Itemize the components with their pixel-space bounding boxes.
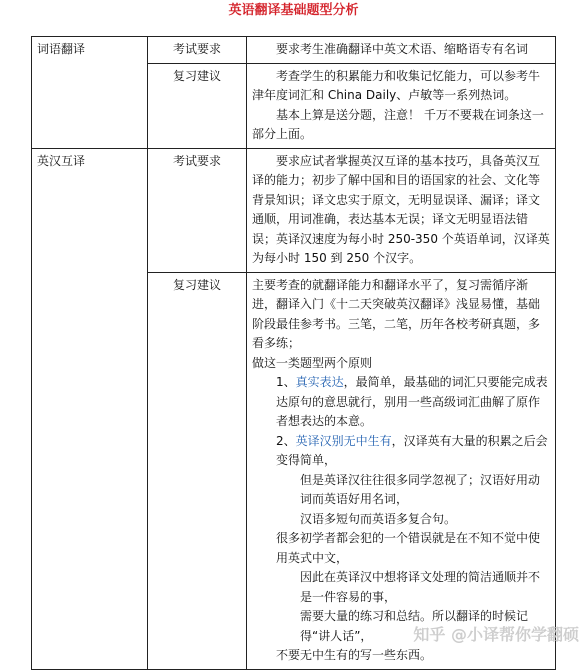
table-row — [32, 37, 556, 64]
principle-number: 2、 — [276, 433, 296, 448]
item-content — [247, 37, 556, 64]
item-content — [247, 148, 556, 272]
table-row — [32, 148, 556, 272]
content-line: 要求考生准确翻译中英文术语、缩略语专有名词 — [276, 42, 529, 56]
content-intro: 主要考查的就翻译能力和翻译水平了，复习需循序渐进，翻译入门《十二天突破英汉翻译》浅显易懂，基础阶段最佳参考书。三笔，二笔，历年各校考研真题，多看多练； — [252, 277, 541, 350]
content-line: 需要大量的练习和总结。所以翻译的时候记得“讲人话”， — [300, 609, 529, 643]
category-cell: 英汉互译 — [32, 148, 148, 669]
content-heading: 做这一类题型两个原则 — [252, 355, 373, 370]
category-cell: 词语翻译 — [32, 37, 148, 149]
principle-2 — [252, 432, 550, 471]
content-line: 不要无中生有的写一些东西。 — [276, 648, 433, 662]
analysis-table — [31, 36, 556, 670]
item-label: 复习建议 — [148, 63, 247, 148]
watermark-text: 知乎 @小译帮你学翻硕 — [413, 624, 579, 644]
item-content — [247, 63, 556, 148]
content-line: 考查学生的积累能力和收集记忆能力，可以参考牛津年度词汇和 China Daily、卢敏等一系列热词。 — [252, 68, 541, 102]
principle-text: ，汉译英有大量的积累之后会变得简单， — [276, 433, 548, 467]
principle-highlight: 英译汉别无中生有 — [295, 433, 392, 448]
document-title: 英语翻译基础题型分析 — [228, 3, 359, 18]
principle-1 — [252, 373, 550, 432]
item-label: 复习建议 — [148, 272, 247, 669]
item-label: 考试要求 — [148, 148, 247, 272]
content-line: 汉语多短句而英语多复合句。 — [300, 511, 457, 526]
content-line: 因此在英译汉中想将译文处理的简洁通顺并不是一件容易的事， — [300, 570, 541, 604]
content-line: 要求应试者掌握英汉互译的基本技巧，具备英汉互译的能力；初步了解中国和目的语国家的社会、文化等背景知识；译文忠实于原文，无明显误译、漏译；译文通顺，用词准确，表达基本无误；译文无明显语法错误；英译汉速度为每小时 250-350 个英语单词，汉译英为每小时 150 到 250 个汉字。 — [252, 153, 550, 265]
item-label: 考试要求 — [148, 37, 247, 64]
principle-text: ，最简单，最基础的词汇只要能完成表达原句的意思就行，别用一些高级词汇曲解了原作者想表达的本意。 — [276, 375, 548, 428]
content-line: 但是英译汉往往很多同学忽视了；汉语好用动词而英语好用名词， — [300, 472, 541, 506]
content-line: 很多初学者都会犯的一个错误就是在不知不觉中使用英式中文， — [276, 531, 541, 565]
content-line: 基本上算是送分题，注意！ 千万不要栽在词条这一部分上面。 — [252, 107, 544, 141]
principle-highlight: 真实表达 — [295, 375, 344, 389]
item-content — [247, 272, 556, 669]
principle-number: 1、 — [276, 375, 296, 389]
